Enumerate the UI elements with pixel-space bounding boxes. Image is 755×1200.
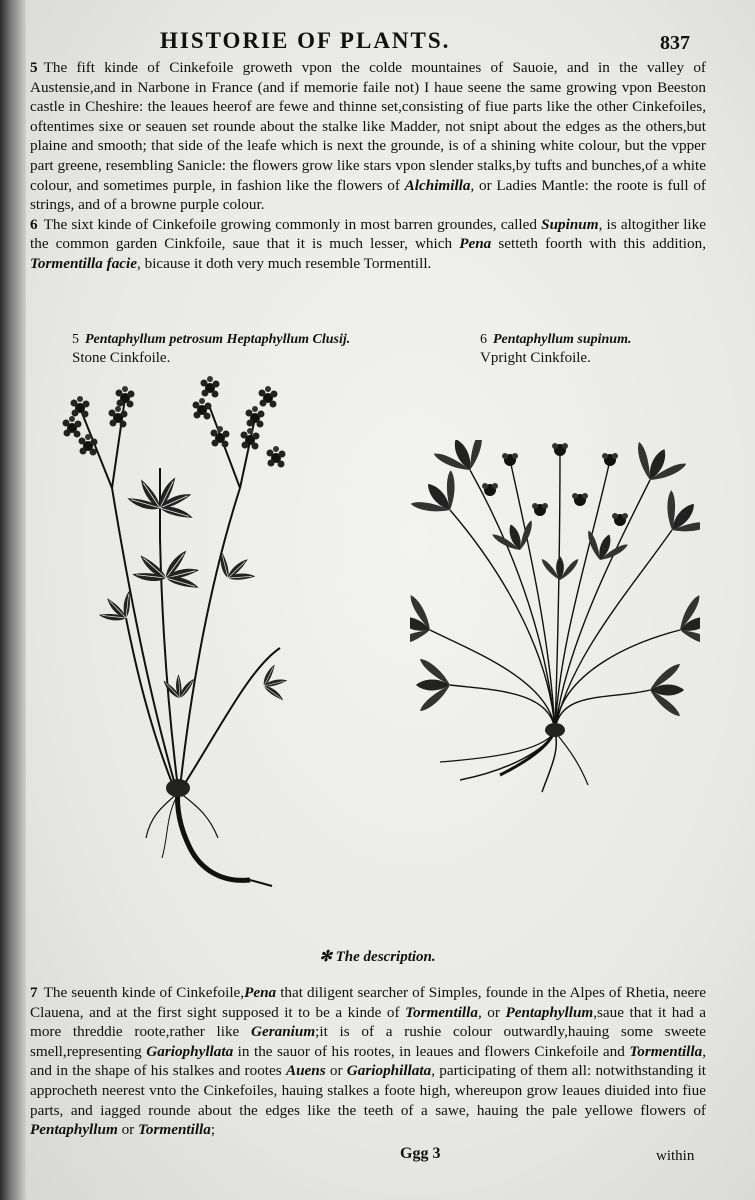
text-block-top — [30, 58, 706, 274]
italic-term: Tormentilla facie — [30, 254, 138, 272]
text-run: , or — [477, 1003, 506, 1021]
latin-name: Pentaphyllum supinum. — [493, 332, 632, 347]
running-head: HISTORIE OF PLANTS. — [160, 28, 451, 53]
text-run: , is altogither like the common garden Cinkfoile, saue that it is much lesser, which — [30, 215, 706, 253]
binding-gutter — [0, 0, 26, 1200]
text-run: , and in the shape of his stalkes and rootes — [30, 1042, 707, 1080]
latin-name: Pentaphyllum petrosum Heptaphyllum Clusij. — [85, 332, 351, 347]
text-run: that diligent searcher of Simples, founde in the Alpes of Rhetia, neere Clauena, and at the first sight supposed it to be a kinde of — [30, 984, 706, 1021]
text-run: The fift kinde of Cinkefoile groweth vpon the colde mountaines of Sauoie, and in the valley of Austensie,and in Narbone in France (and if memorie faile not) I haue seene the same growing vpon Beeston castle in Cheshire: the leaues heerof are fewe and thinne set,consisting of fiue parts like the other Cinkefoiles, oftentimes sixe or seauen set rounde about the stalke like Madder, not snipt about the edges as the others,but plaine and smooth; that side of the leafe which is next the grounde, is of a shining white colour, but the vpper part greene, resembling Sanicle: the flowers grow like stars vpon slender stalks,by tufts and bunches,of a white colour, and sometimes purple, in fashion like the flowers of — [30, 59, 706, 194]
text-run: ,saue that it had a more threddie roote,rather like — [30, 1003, 706, 1041]
italic-term: Supinum — [541, 215, 599, 233]
text-run: The seuenth kinde of Cinkefoile, — [43, 984, 245, 1001]
paragraph-number: 6 — [30, 215, 38, 233]
description-heading: ✻ The description. — [319, 949, 436, 965]
italic-term: Tormentilla — [405, 1003, 478, 1021]
paragraph-number: 5 — [30, 59, 38, 76]
figure-number: 6 — [480, 332, 487, 347]
italic-term: Auens — [285, 1062, 326, 1080]
italic-term: Gariophyllata — [146, 1042, 234, 1060]
english-name: Stone Cinkfoile. — [72, 350, 171, 366]
text-run: in the sauor of his rootes, in leaues and flowers Cinkefoile and — [233, 1042, 630, 1060]
italic-term: Tormentilla — [629, 1042, 703, 1060]
text-run: setteth foorth with this addition, — [491, 235, 706, 253]
figure-caption-left — [72, 330, 350, 367]
text-run: , bicause it doth very much resemble Tormentill. — [137, 254, 432, 272]
text-run: , participating of them all: notwithstanding it approcheth neerest vnto the Cinkefoiles, hauing stalkes a foote high, whereupon grow leaues diuided into fiue parts, and iagged rounde about the edges like the teeth of a sawe, hauing the pale yellowe flowers of — [30, 1062, 707, 1119]
paragraph-6 — [30, 215, 706, 274]
figure-number: 5 — [72, 332, 79, 347]
text-run: or — [117, 1121, 139, 1139]
italic-term: Pentaphyllum — [30, 1121, 118, 1139]
page-header — [150, 28, 690, 54]
italic-term: Pena — [459, 235, 492, 253]
upright-cinkfoile-illustration — [410, 440, 700, 800]
text-run: , or Ladies Mantle: the roote is full of strings, and of a browne purple colour. — [30, 176, 706, 214]
italic-term: Alchimilla — [404, 176, 471, 194]
paragraph-5 — [30, 58, 706, 215]
page-number: 837 — [660, 32, 690, 54]
italic-term: Pena — [244, 984, 277, 1001]
text-run: ; — [210, 1121, 216, 1139]
paragraph-number: 7 — [30, 984, 38, 1001]
english-name: Vpright Cinkfoile. — [480, 350, 591, 366]
italic-term: Gariophillata — [346, 1062, 432, 1080]
paragraph-7 — [30, 983, 706, 1140]
signature-mark: Ggg 3 — [400, 1145, 441, 1162]
catchword: within — [656, 1148, 695, 1164]
italic-term: Geranium — [251, 1023, 316, 1041]
text-run: or — [325, 1062, 347, 1080]
text-run: ;it is of a rushie colour outwardly,hauing some sweete smell,representing — [30, 1023, 707, 1060]
text-run: The sixt kinde of Cinkefoile growing commonly in most barren groundes, called — [43, 215, 542, 233]
figure-caption-right — [480, 330, 631, 367]
stone-cinkfoile-illustration — [50, 368, 290, 896]
italic-term: Pentaphyllum — [505, 1003, 594, 1021]
text-block-bottom — [30, 983, 706, 1140]
italic-term: Tormentilla — [138, 1121, 211, 1139]
